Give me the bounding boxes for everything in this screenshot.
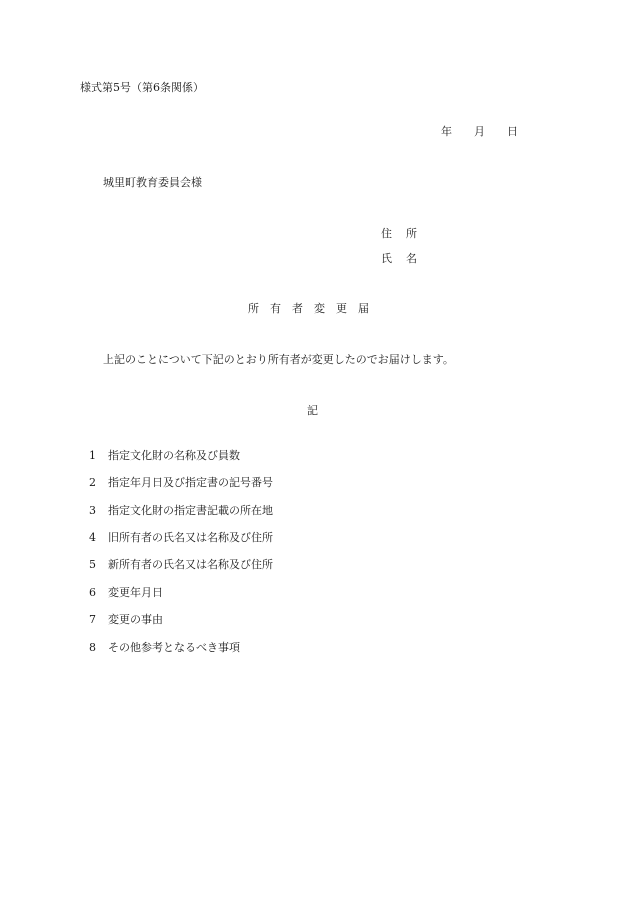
date-day: 日 xyxy=(507,125,518,138)
name-char-1: 氏 xyxy=(381,252,392,265)
list-item xyxy=(89,450,240,461)
title-char: 所 xyxy=(248,302,259,315)
item-number: 5 xyxy=(89,558,96,571)
body-text: 上記のことについて下記のとおり所有者が変更したのでお届けします。 xyxy=(103,353,454,366)
item-text: 指定文化財の指定書記載の所在地 xyxy=(108,504,273,517)
addressee: 城里町教育委員会様 xyxy=(103,176,202,189)
title-char: 変 xyxy=(314,302,325,315)
title-char: 更 xyxy=(336,302,347,315)
title-char: 者 xyxy=(292,302,303,315)
ki-heading: 記 xyxy=(307,404,318,417)
item-number: 3 xyxy=(89,504,96,517)
list-item xyxy=(89,505,273,516)
document-title xyxy=(248,303,369,314)
date-month: 月 xyxy=(474,125,485,138)
item-number: 7 xyxy=(89,613,96,626)
title-char: 有 xyxy=(270,302,281,315)
title-char: 届 xyxy=(358,302,369,315)
item-number: 1 xyxy=(89,449,96,462)
applicant-address-label xyxy=(381,228,417,239)
date-year: 年 xyxy=(441,125,452,138)
list-item xyxy=(89,642,240,653)
name-char-2: 名 xyxy=(406,252,417,265)
item-text: 旧所有者の氏名又は名称及び住所 xyxy=(108,531,273,544)
item-number: 2 xyxy=(89,476,96,489)
list-item xyxy=(89,587,163,598)
applicant-name-label xyxy=(381,253,417,264)
item-number: 6 xyxy=(89,586,96,599)
address-char-2: 所 xyxy=(406,227,417,240)
item-text: 変更の事由 xyxy=(108,613,163,626)
address-char-1: 住 xyxy=(381,227,392,240)
item-number: 4 xyxy=(89,531,96,544)
form-number: 様式第5号（第6条関係） xyxy=(80,81,204,94)
item-number: 8 xyxy=(89,641,96,654)
list-item xyxy=(89,614,163,625)
item-text: 指定年月日及び指定書の記号番号 xyxy=(108,476,273,489)
list-item xyxy=(89,532,273,543)
item-text: 新所有者の氏名又は名称及び住所 xyxy=(108,558,273,571)
item-text: 指定文化財の名称及び員数 xyxy=(108,449,240,462)
list-item xyxy=(89,559,273,570)
item-text: その他参考となるべき事項 xyxy=(108,641,240,654)
item-text: 変更年月日 xyxy=(108,586,163,599)
list-item xyxy=(89,477,273,488)
date-line xyxy=(441,126,518,137)
